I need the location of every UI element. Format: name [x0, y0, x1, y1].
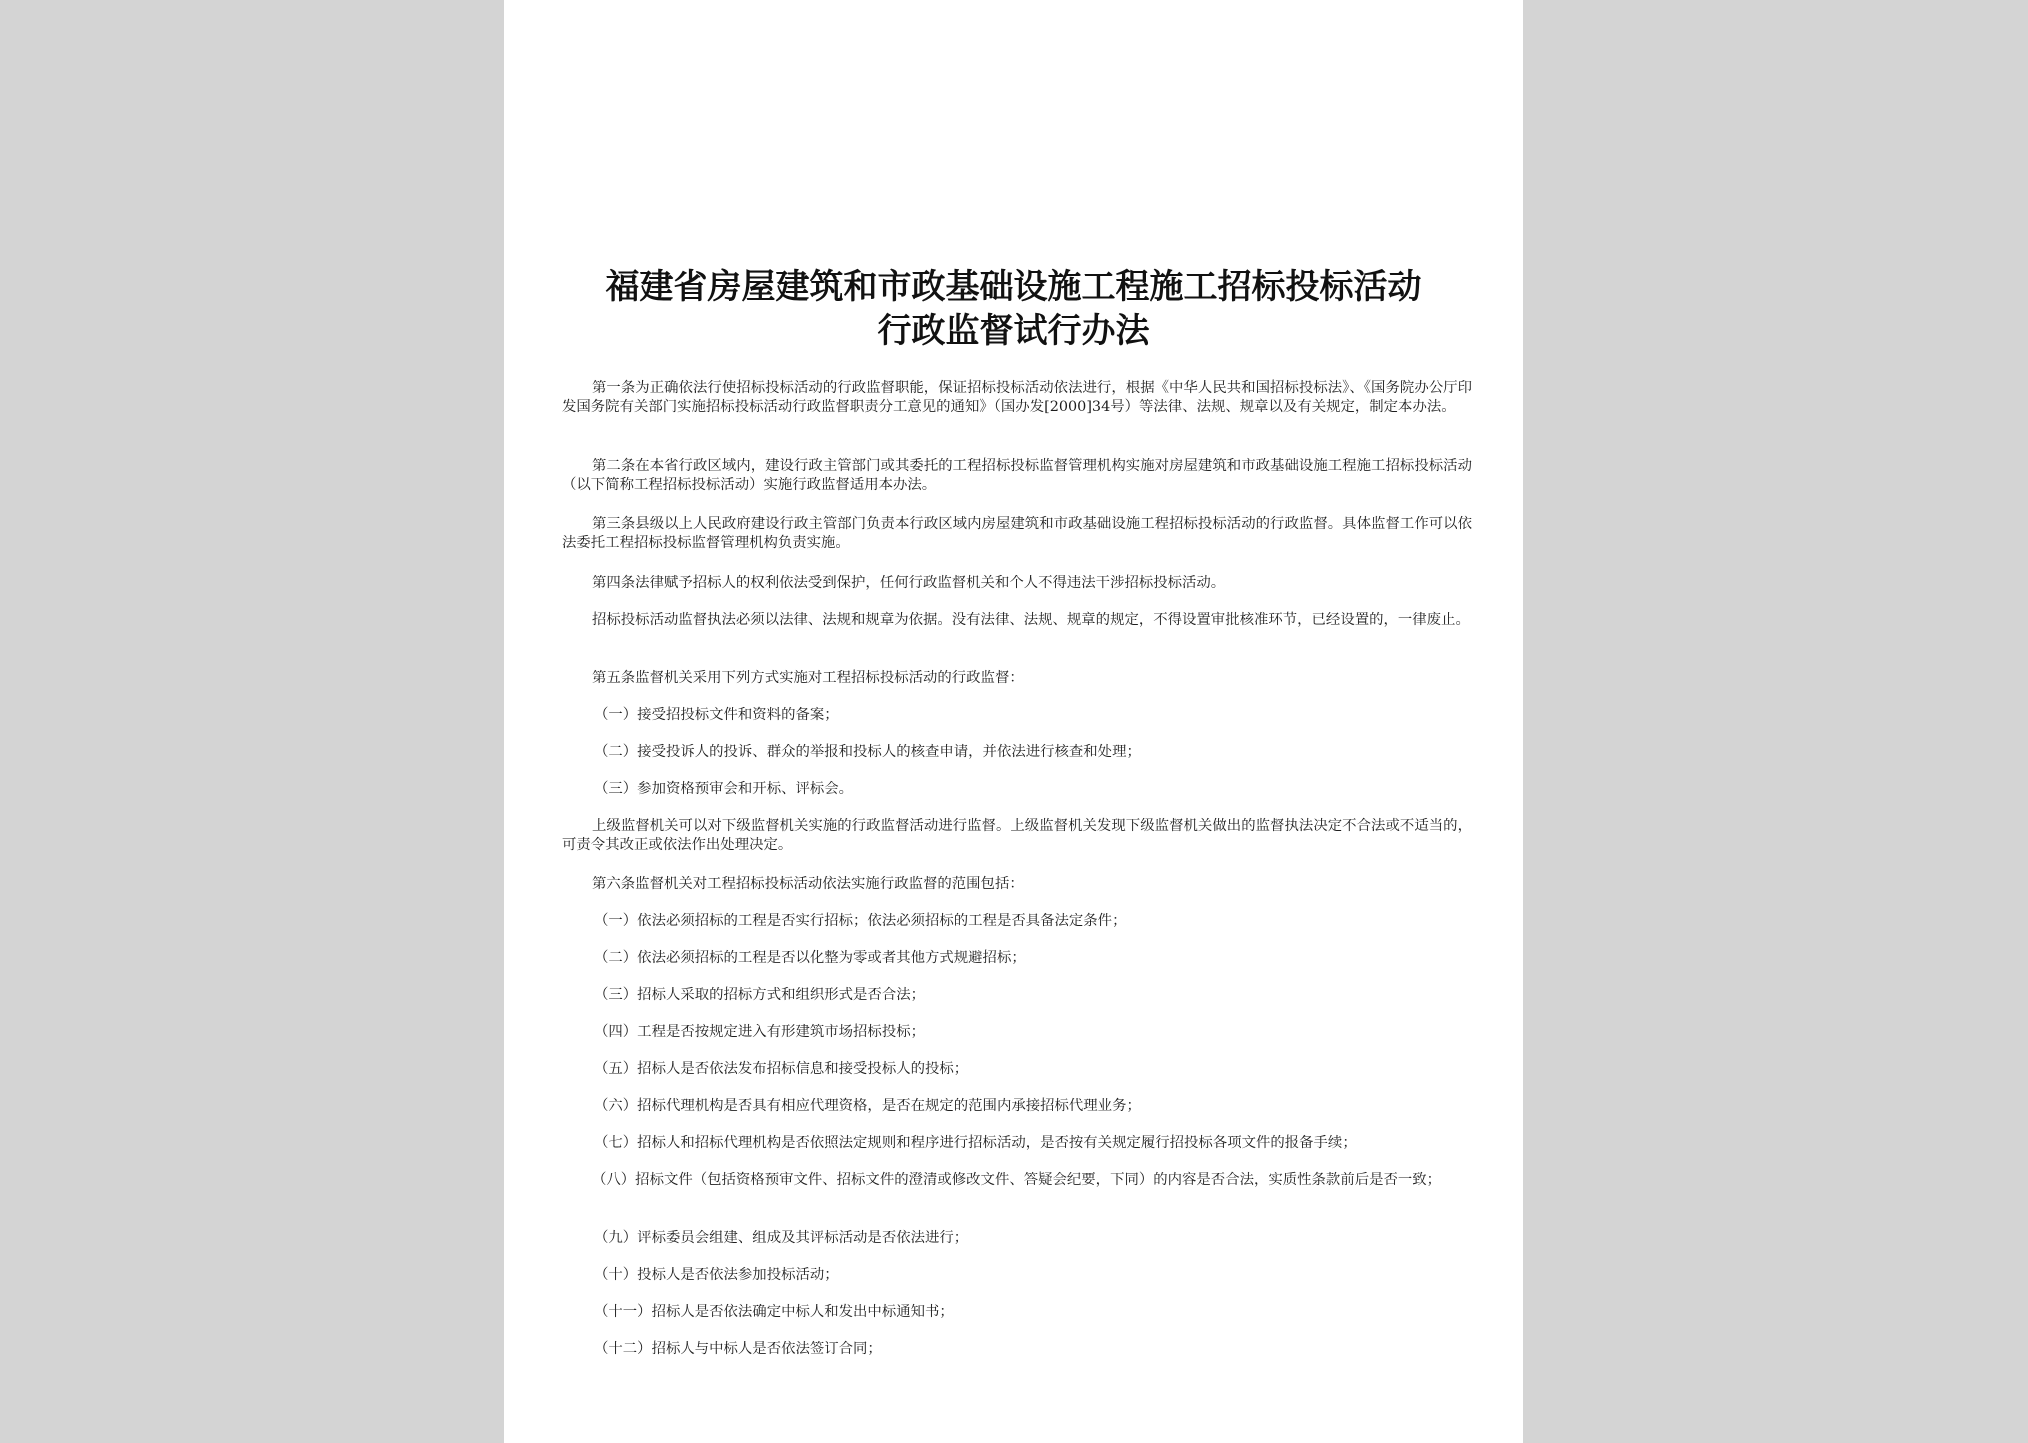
paragraph-article-2: 第二条在本省行政区域内，建设行政主管部门或其委托的工程招标投标监督管理机构实施对房屋建筑和市政基础设施工程施工招标投标活动（以下简称工程招标投标活动）实施行政监督适用本办法。 [562, 458, 1472, 493]
list-item-6-7: （七）招标人和招标代理机构是否依照法定规则和程序进行招标活动，是否按有关规定履行招投标各项文件的报备手续； [594, 1135, 1357, 1151]
paragraph-article-1: 第一条为正确依法行使招标投标活动的行政监督职能，保证招标投标活动依法进行，根据《中华人民共和国招标投标法》、《国务院办公厅印发国务院有关部门实施招标投标活动行政监督职责分工意见的通知》（国办发[2000]34号）等法律、法规、规章以及有关规定，制定本办法。 [562, 380, 1472, 415]
list-item-6-6: （六）招标代理机构是否具有相应代理资格，是否在规定的范围内承接招标代理业务； [594, 1098, 1141, 1114]
paragraph-article-6: 第六条监督机关对工程招标投标活动依法实施行政监督的范围包括： [592, 876, 1024, 892]
list-item-6-2: （二）依法必须招标的工程是否以化整为零或者其他方式规避招标； [594, 950, 1026, 966]
list-item-6-5: （五）招标人是否依法发布招标信息和接受投标人的投标； [594, 1061, 969, 1077]
list-item-6-9: （九）评标委员会组建、组成及其评标活动是否依法进行； [594, 1230, 969, 1246]
list-item-6-11: （十一）招标人是否依法确定中标人和发出中标通知书； [594, 1304, 954, 1320]
document-page [504, 0, 1523, 1443]
list-item-6-3: （三）招标人采取的招标方式和组织形式是否合法； [594, 987, 925, 1003]
paragraph-article-5: 第五条监督机关采用下列方式实施对工程招标投标活动的行政监督： [592, 670, 1024, 686]
document-title-line-1: 福建省房屋建筑和市政基础设施工程施工招标投标活动 [605, 267, 1422, 307]
list-item-6-12: （十二）招标人与中标人是否依法签订合同； [594, 1341, 882, 1357]
paragraph-article-4-cont: 招标投标活动监督执法必须以法律、法规和规章为依据。没有法律、法规、规章的规定，不得设置审批核准环节，已经设置的，一律废止。 [592, 612, 1470, 628]
list-item-6-8: （八）招标文件（包括资格预审文件、招标文件的澄清或修改文件、答疑会纪要，下同）的内容是否合法，实质性条款前后是否一致； [592, 1172, 1442, 1188]
paragraph-article-4: 第四条法律赋予招标人的权利依法受到保护，任何行政监督机关和个人不得违法干涉招标投标活动。 [592, 575, 1226, 591]
list-item-5-1: （一）接受招投标文件和资料的备案； [594, 707, 839, 723]
list-item-6-10: （十）投标人是否依法参加投标活动； [594, 1267, 839, 1283]
list-item-5-2: （二）接受投诉人的投诉、群众的举报和投标人的核查申请，并依法进行核查和处理； [594, 744, 1141, 760]
list-item-5-3: （三）参加资格预审会和开标、评标会。 [594, 781, 854, 797]
document-title-line-2: 行政监督试行办法 [877, 311, 1150, 351]
paragraph-article-5-cont: 上级监督机关可以对下级监督机关实施的行政监督活动进行监督。上级监督机关发现下级监督机关做出的监督执法决定不合法或不适当的，可责令其改正或依法作出处理决定。 [562, 818, 1472, 853]
paragraph-article-3: 第三条县级以上人民政府建设行政主管部门负责本行政区域内房屋建筑和市政基础设施工程招标投标活动的行政监督。具体监督工作可以依法委托工程招标投标监督管理机构负责实施。 [562, 516, 1472, 551]
list-item-6-4: （四）工程是否按规定进入有形建筑市场招标投标； [594, 1024, 925, 1040]
list-item-6-1: （一）依法必须招标的工程是否实行招标；依法必须招标的工程是否具备法定条件； [594, 913, 1127, 929]
